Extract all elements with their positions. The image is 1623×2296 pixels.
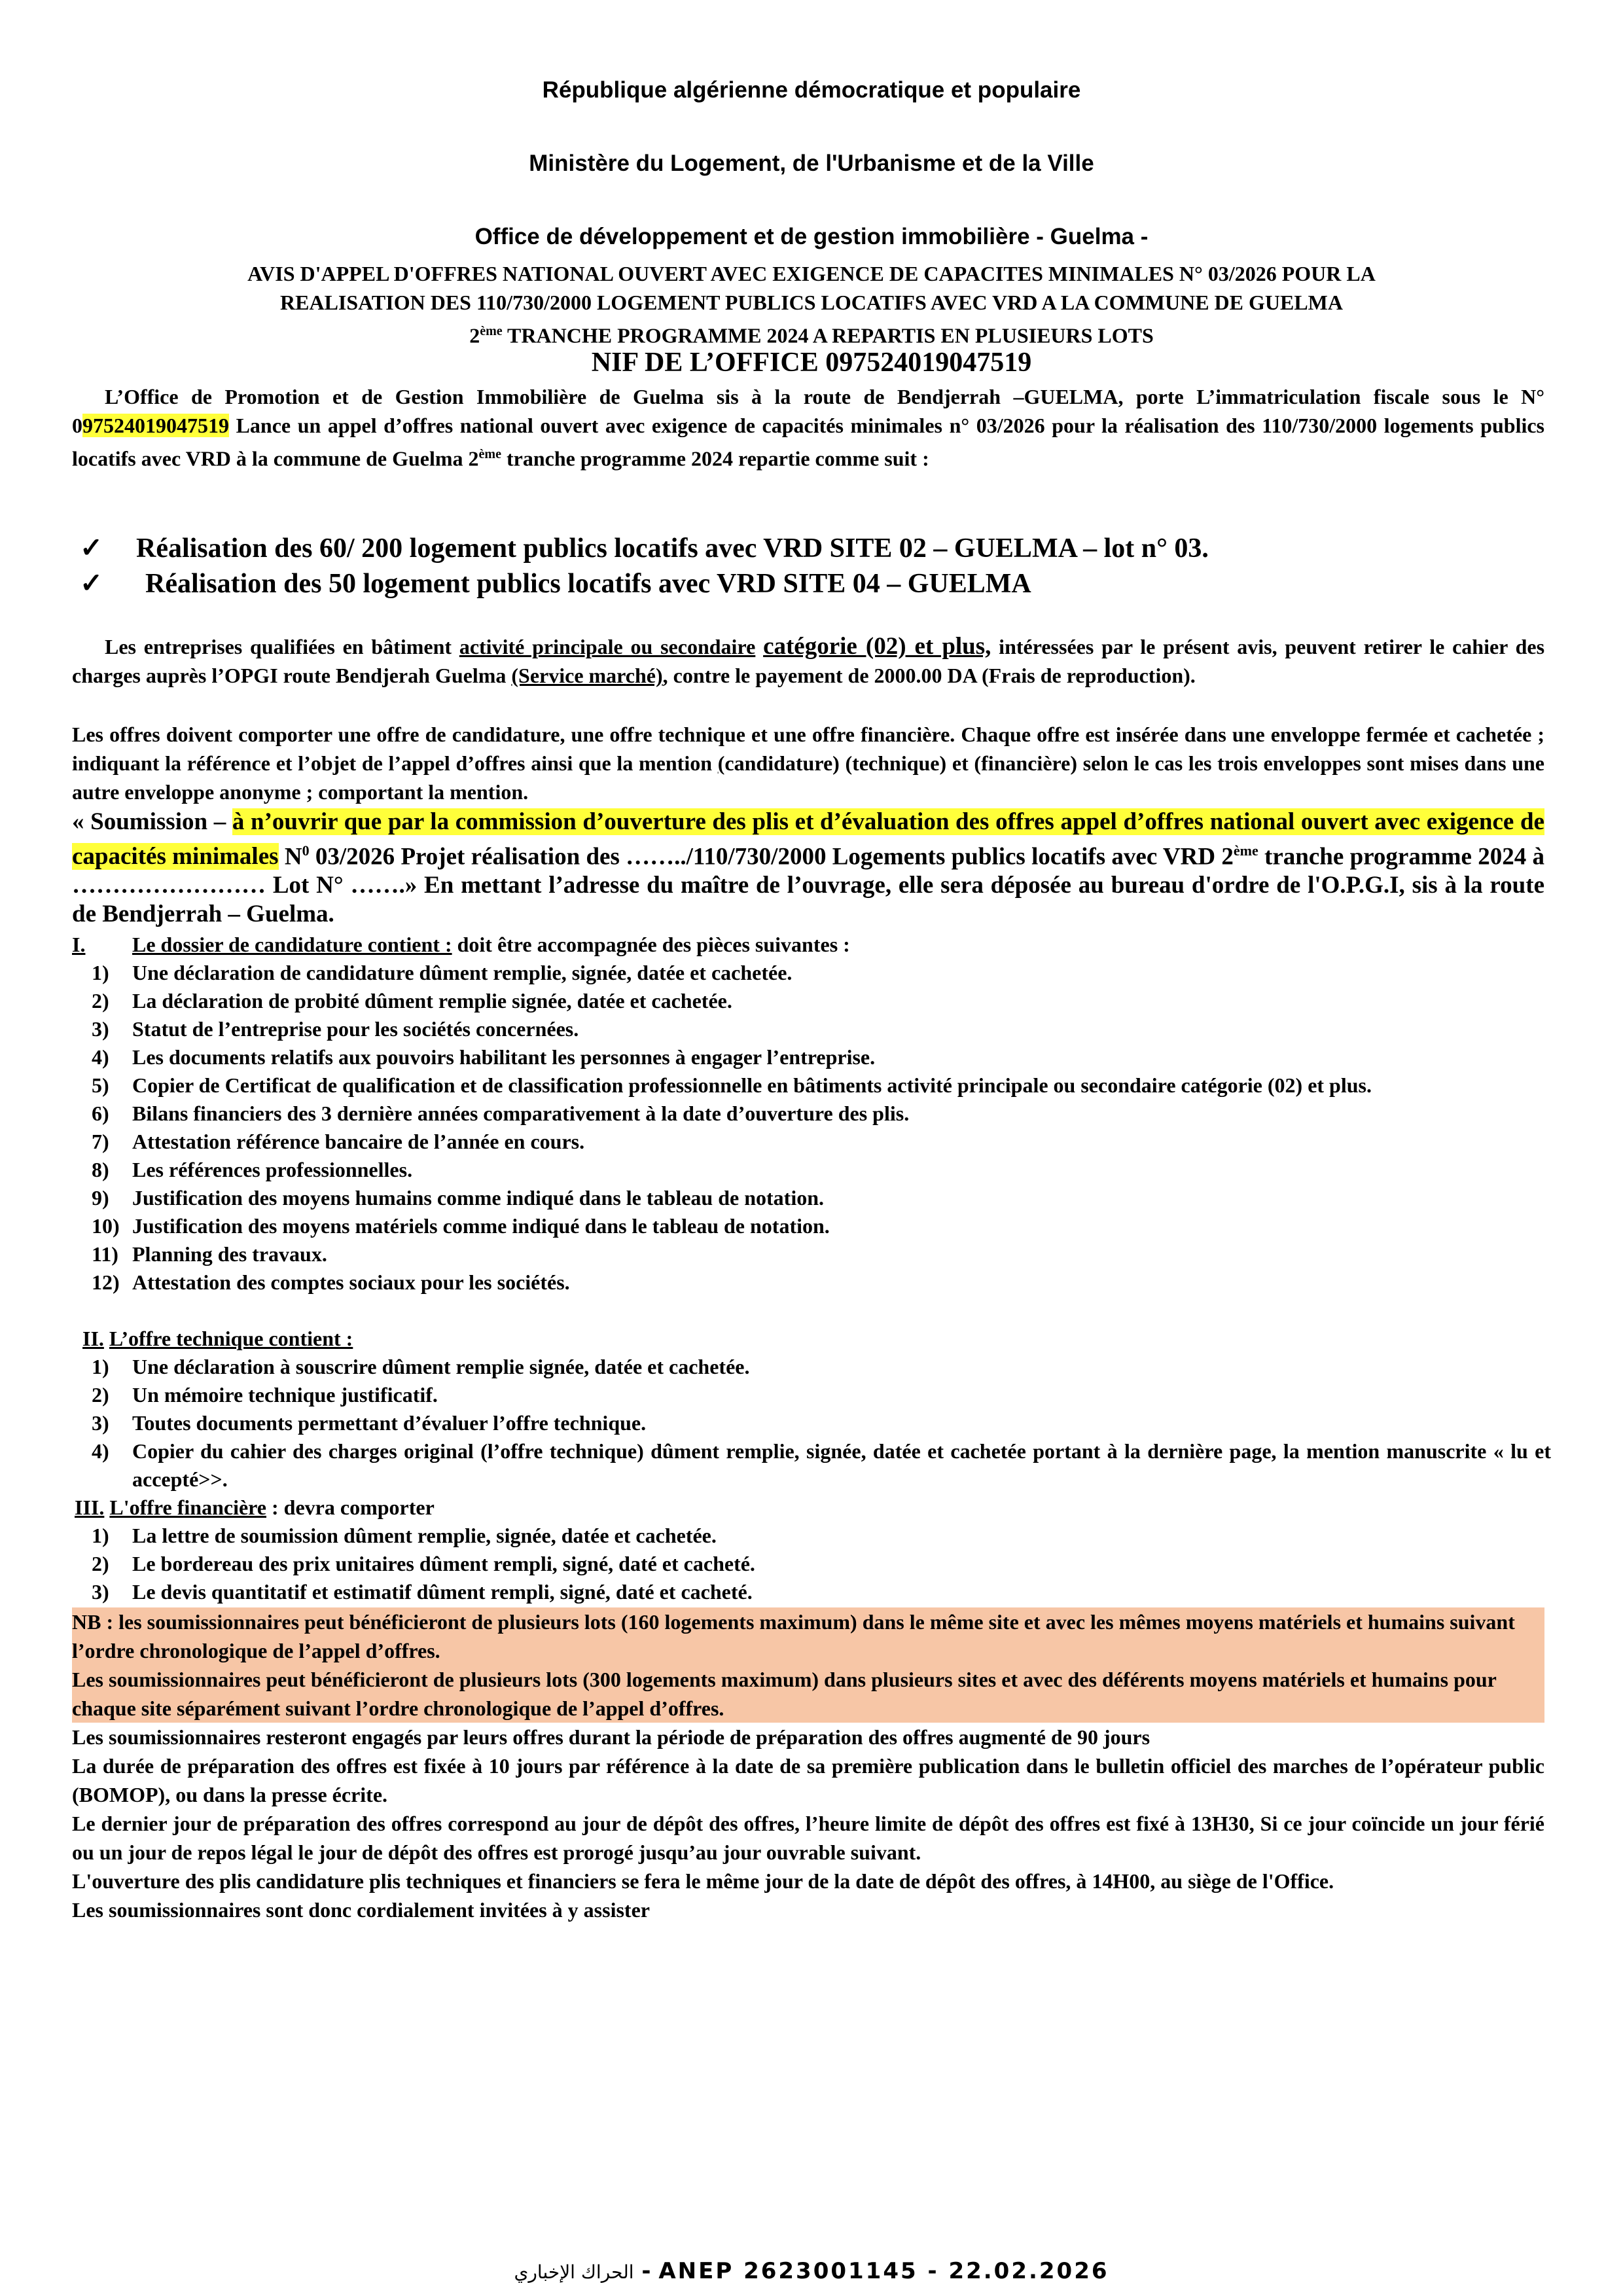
list-item-number: 4) — [92, 1045, 109, 1069]
closing-line-3: Le dernier jour de préparation des offres correspond au jour de dépôt des offres, l’heure limite de dépôt des offres est fixé à 13H30, Si ce jour coïncide un jour férié ou un jour de repos légal le jour de dépôt des offres est prorogé jusqu’au jour ouvrable suivant. — [72, 1812, 1544, 1864]
section-1-heading: I. Le dossier de candidature contient : doit être accompagnée des pièces suivantes : — [72, 933, 850, 956]
list-item-text: Attestation des comptes sociaux pour les sociétés. — [132, 1270, 570, 1294]
list-item — [72, 1268, 1551, 1297]
section-technique — [72, 1325, 1551, 1494]
list-item-number: 9) — [92, 1186, 109, 1210]
list-item-text: Les références professionnelles. — [132, 1158, 413, 1181]
title-line-3: 2ème TRANCHE PROGRAMME 2024 A REPARTIS EN PLUSIEURS LOTS — [469, 323, 1154, 348]
list-item — [72, 987, 1551, 1015]
list-item-text: Copier du cahier des charges original (l’offre technique) dûment remplie, signée, datée et cachetée portant à la dernière page, la mention manuscrite « lu et accepté>>. — [132, 1439, 1551, 1491]
office-nif: NIF DE L’OFFICE 097524019047519 — [591, 348, 1032, 378]
soumission-highlight: à n’ouvrir que par la commission d’ouverture des plis et d’évaluation des offres appel d’offres national ouvert avec exigence de capacités minimales — [72, 808, 1544, 870]
title-line-2: REALISATION DES 110/730/2000 LOGEMENT PUBLICS LOCATIFS AVEC VRD A LA COMMUNE DE GUELMA — [280, 291, 1343, 314]
list-item-number: 10) — [92, 1214, 120, 1238]
list-item — [72, 959, 1551, 987]
closing-line-1: Les soumissionnaires resteront engagés par leurs offres durant la période de préparation des offres augmenté de 90 jours — [72, 1725, 1150, 1749]
list-item — [72, 1184, 1551, 1212]
list-item-text: Le devis quantitatif et estimatif dûment rempli, signé, daté et cacheté. — [132, 1580, 753, 1604]
list-item-text: Bilans financiers des 3 dernière années comparativement à la date d’ouverture des plis. — [132, 1102, 910, 1125]
list-item-text: La déclaration de probité dûment remplie signée, datée et cachetée. — [132, 989, 732, 1013]
section-1-list — [72, 959, 1551, 1297]
list-item — [72, 1437, 1551, 1494]
section-2-list — [72, 1353, 1551, 1494]
list-item-number: 2) — [92, 989, 109, 1013]
section-3-list — [72, 1522, 1551, 1606]
title-line-1: AVIS D'APPEL D'OFFRES NATIONAL OUVERT AVEC EXIGENCE DE CAPACITES MINIMALES N° 03/2026 POUR LA — [247, 262, 1376, 285]
list-item — [72, 1156, 1551, 1184]
checkmark-icon: ✓ — [80, 533, 103, 564]
list-item — [72, 1212, 1551, 1240]
list-item-number: 1) — [92, 1355, 109, 1378]
nb-notice — [72, 1607, 1544, 1723]
closing-line-4: L'ouverture des plis candidature plis techniques et financiers se fera le même jour de la date de dépôt des offres, à 14H00, au siège de l'Office. — [72, 1869, 1334, 1893]
list-item-number: 1) — [92, 961, 109, 984]
list-item — [72, 1550, 1551, 1578]
list-item-number: 8) — [92, 1158, 109, 1181]
list-item-number: 4) — [92, 1439, 109, 1463]
list-item-number: 6) — [92, 1102, 109, 1125]
offers-paragraph: Les offres doivent comporter une offre de candidature, une offre technique et une offre financière. Chaque offre est insérée dans une enveloppe fermée et cachetée ; indiquant la référence et l’objet de l’appel d’offres ainsi que la mention (candidature) (technique) et (financière) selon le cas les trois enveloppes sont mises dans une autre enveloppe anonyme ; comportant la mention. — [72, 723, 1545, 804]
list-item — [72, 1353, 1551, 1381]
closing-paragraphs — [72, 1723, 1544, 1924]
nb-paragraph-1: NB : les soumissionnaires peut bénéficieront de plusieurs lots (160 logements maximum) dans le même site et avec les mêmes moyens matériels et humains suivant l’ordre chronologique de l’appel d’offres. — [72, 1610, 1515, 1662]
list-item — [72, 1128, 1551, 1156]
soumission-paragraph: « Soumission – à n’ouvrir que par la commission d’ouverture des plis et d’évaluation des offres appel d’offres national ouvert avec exigence de capacités minimales $N^0$ 03/2026 Projet réalisation des ……../110/730/2000 Logements publics locatifs avec VRD 2ème tranche programme 2024 à …………………… Lot N° …….» En mettant l’adresse du maître de l’ouvrage, elle sera déposée au bureau d'ordre de l'O.P.G.I, sis à la route de Bendjerrah – Guelma. — [72, 808, 1544, 928]
list-item — [72, 1043, 1551, 1071]
lot-item-1: ✓ Réalisation des 60/ 200 logement publics locatifs avec VRD SITE 02 – GUELMA – lot n° 03. — [72, 531, 1544, 564]
anep-reference: - ANEP 2623001145 - 22.02.2026 — [633, 2258, 1109, 2284]
nif-highlight: 97524019047519 — [82, 414, 229, 437]
list-item-number: 11) — [92, 1242, 118, 1266]
list-item-number: 5) — [92, 1073, 109, 1097]
section-2-heading: II. L’offre technique contient : — [82, 1327, 353, 1350]
list-item-text: Le bordereau des prix unitaires dûment rempli, signé, daté et cacheté. — [132, 1552, 755, 1575]
list-item-text: Les documents relatifs aux pouvoirs habilitant les personnes à engager l’entreprise. — [132, 1045, 876, 1069]
list-item-text: Justification des moyens humains comme indiqué dans le tableau de notation. — [132, 1186, 825, 1210]
list-item — [72, 1015, 1551, 1043]
list-item — [72, 1071, 1551, 1100]
closing-line-5: Les soumissionnaires sont donc cordialement invitées à y assister — [72, 1898, 650, 1922]
office-heading: Office de développement et de gestion immobilière - Guelma - — [474, 224, 1149, 249]
intro-paragraph: L’Office de Promotion et de Gestion Immobilière de Guelma sis à la route de Bendjerrah –GUELMA, porte L’immatriculation fiscale sous le N° 097524019047519 Lance un appel d’offres national ouvert avec exigence de capacités minimales n° 03/2026 pour la réalisation des 110/730/2000 logements publics locatifs avec VRD à la commune de Guelma 2ème tranche programme 2024 repartie comme suit : — [72, 385, 1544, 471]
list-item-number: 12) — [92, 1270, 120, 1294]
publication-footer — [0, 2258, 1623, 2284]
list-item-number: 2) — [92, 1552, 109, 1575]
list-item-text: Un mémoire technique justificatif. — [132, 1383, 438, 1407]
republic-heading: République algérienne démocratique et populaire — [542, 77, 1081, 103]
list-item-number: 3) — [92, 1017, 109, 1041]
lot-item-2: ✓ Réalisation des 50 logement publics locatifs avec VRD SITE 04 – GUELMA — [72, 567, 1544, 600]
list-item-text: Statut de l’entreprise pour les sociétés concernées. — [132, 1017, 579, 1041]
list-item-number: 3) — [92, 1580, 109, 1604]
list-item-text: Une déclaration à souscrire dûment remplie signée, datée et cachetée. — [132, 1355, 750, 1378]
list-item-text: Copier de Certificat de qualification et de classification professionnelle en bâtiments activité principale ou secondaire catégorie (02) et plus. — [132, 1073, 1372, 1097]
list-item-text: Planning des travaux. — [132, 1242, 327, 1266]
closing-line-2: La durée de préparation des offres est fixée à 10 jours par référence à la date de sa première publication dans le bulletin officiel des marches de l’opérateur public (BOMOP), ou dans la presse écrite. — [72, 1754, 1544, 1806]
nb-paragraph-2: Les soumissionnaires peut bénéficieront de plusieurs lots (300 logements maximum) dans plusieurs sites et avec des déférents moyens matériels et humains pour chaque site séparément suivant l’ordre chronologique de l’appel d’offres. — [72, 1668, 1497, 1720]
newspaper-name: الحراك الإخباري — [514, 2261, 634, 2283]
qualification-paragraph: Les entreprises qualifiées en bâtiment activité principale ou secondaire catégorie (02) et plus, intéressées par le présent avis, peuvent retirer le cahier des charges auprès l’OPGI route Bendjerah Guelma (Service marché), contre le payement de 2000.00 DA (Frais de reproduction). — [72, 633, 1545, 687]
list-item-number: 1) — [92, 1524, 109, 1547]
list-item-text: Attestation référence bancaire de l’année en cours. — [132, 1130, 585, 1153]
list-item — [72, 1381, 1551, 1409]
list-item — [72, 1100, 1551, 1128]
checkmark-icon: ✓ — [80, 569, 103, 599]
list-item-number: 7) — [92, 1130, 109, 1153]
list-item — [72, 1522, 1551, 1550]
list-item — [72, 1240, 1551, 1268]
ministry-heading: Ministère du Logement, de l'Urbanisme et de la Ville — [529, 151, 1094, 176]
section-3-heading: III. L'offre financière : devra comporter — [75, 1496, 435, 1519]
list-item-text: La lettre de soumission dûment remplie, signée, datée et cachetée. — [132, 1524, 717, 1547]
list-item-text: Une déclaration de candidature dûment remplie, signée, datée et cachetée. — [132, 961, 793, 984]
list-item — [72, 1578, 1551, 1606]
list-item-text: Toutes documents permettant d’évaluer l’offre technique. — [132, 1411, 647, 1435]
tender-title — [72, 259, 1551, 350]
list-item-number: 2) — [92, 1383, 109, 1407]
list-item — [72, 1409, 1551, 1437]
section-candidature — [72, 931, 1551, 1297]
list-item-number: 3) — [92, 1411, 109, 1435]
list-item-text: Justification des moyens matériels comme indiqué dans le tableau de notation. — [132, 1214, 830, 1238]
section-financiere — [72, 1494, 1551, 1606]
